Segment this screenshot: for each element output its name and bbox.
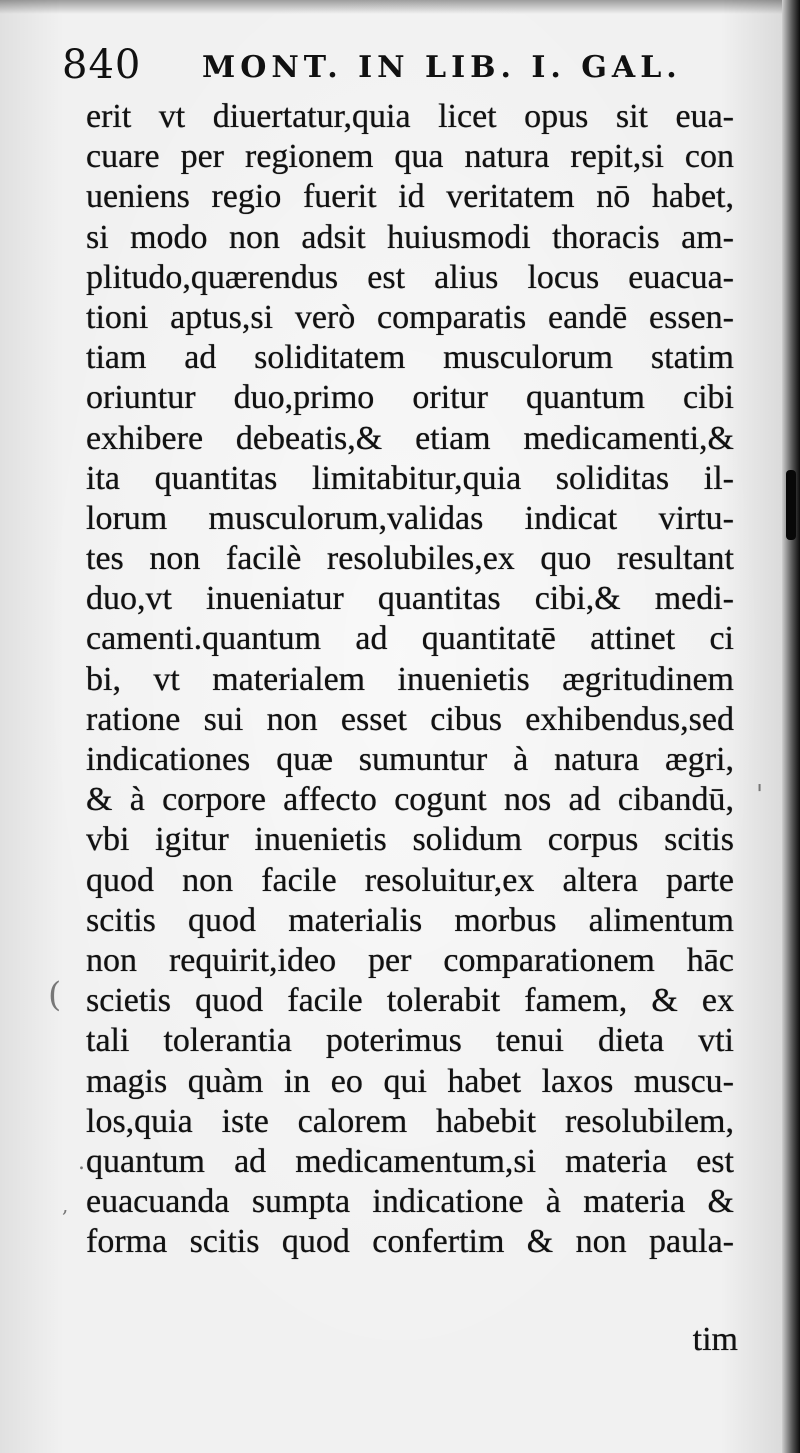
margin-blemish: . xyxy=(78,1150,85,1175)
text-line: plitudo,quærendus est alius locus euacua- xyxy=(86,258,734,296)
text-line: ratione sui non esset cibus exhibendus,sed xyxy=(86,700,734,738)
running-head: MONT. IN LIB. I. GAL. xyxy=(202,50,682,85)
text-line: lorum musculorum,validas indicat virtu- xyxy=(86,499,734,537)
text-line: vbi igitur inuenietis solidum corpus scitis xyxy=(86,821,734,859)
text-line: exhibere debeatis,& etiam medicamenti,& xyxy=(86,419,734,457)
text-line: oriuntur duo,primo oritur quantum cibi xyxy=(86,379,734,417)
text-line: magis quàm in eo qui habet laxos muscu- xyxy=(86,1062,734,1100)
text-line: tioni aptus,si verò comparatis eandē essen- xyxy=(86,298,734,336)
text-block xyxy=(86,97,734,1333)
text-line: cuare per regionem qua natura repit,si con xyxy=(86,138,734,176)
text-line: tes non facilè resolubiles,ex quo resultant xyxy=(86,540,734,578)
page-header xyxy=(62,40,682,92)
text-line: los,quia iste calorem habebit resolubilem, xyxy=(86,1102,734,1140)
text-line: non requirit,ideo per comparationem hāc xyxy=(86,941,734,979)
text-line: camenti.quantum ad quantitatē attinet ci xyxy=(86,620,734,658)
text-line: scitis quod materialis morbus alimentum xyxy=(86,901,734,939)
gutter-notch xyxy=(786,470,796,540)
text-line: duo,vt inueniatur quantitas cibi,& medi- xyxy=(86,580,734,618)
text-line: tali tolerantia poterimus tenui dieta vti xyxy=(86,1022,734,1060)
margin-blemish: ' xyxy=(756,780,764,810)
page-top-shadow xyxy=(0,0,800,14)
text-line: tiam ad soliditatem musculorum statim xyxy=(86,339,734,377)
text-line: quantum ad medicamentum,si materia est xyxy=(86,1142,734,1180)
text-line: bi, vt materialem inuenietis ægritudinem xyxy=(86,660,734,698)
text-line: si modo non adsit huiusmodi thoracis am- xyxy=(86,218,734,256)
catchword: tim xyxy=(692,1321,738,1358)
margin-blemish: , xyxy=(62,1193,69,1217)
text-line: quod non facile resoluitur,ex altera parte xyxy=(86,861,734,899)
text-line: ueniens regio fuerit id veritatem nō habet, xyxy=(86,178,734,216)
page-gutter-shadow xyxy=(782,0,800,1453)
text-line: scietis quod facile tolerabit famem, & ex xyxy=(86,982,734,1020)
text-line: forma scitis quod confertim & non paula- xyxy=(86,1223,734,1261)
page-number: 840 xyxy=(62,42,142,88)
margin-blemish: ( xyxy=(48,975,62,1015)
text-line: ita quantitas limitabitur,quia soliditas il- xyxy=(86,459,734,497)
text-line: erit vt diuertatur,quia licet opus sit eua- xyxy=(86,98,734,135)
text-line: indicationes quæ sumuntur à natura ægri, xyxy=(86,741,734,778)
text-line: & à corpore affecto cogunt nos ad cibandū, xyxy=(86,781,734,819)
text-line: euacuanda sumpta indicatione à materia & xyxy=(86,1183,734,1221)
